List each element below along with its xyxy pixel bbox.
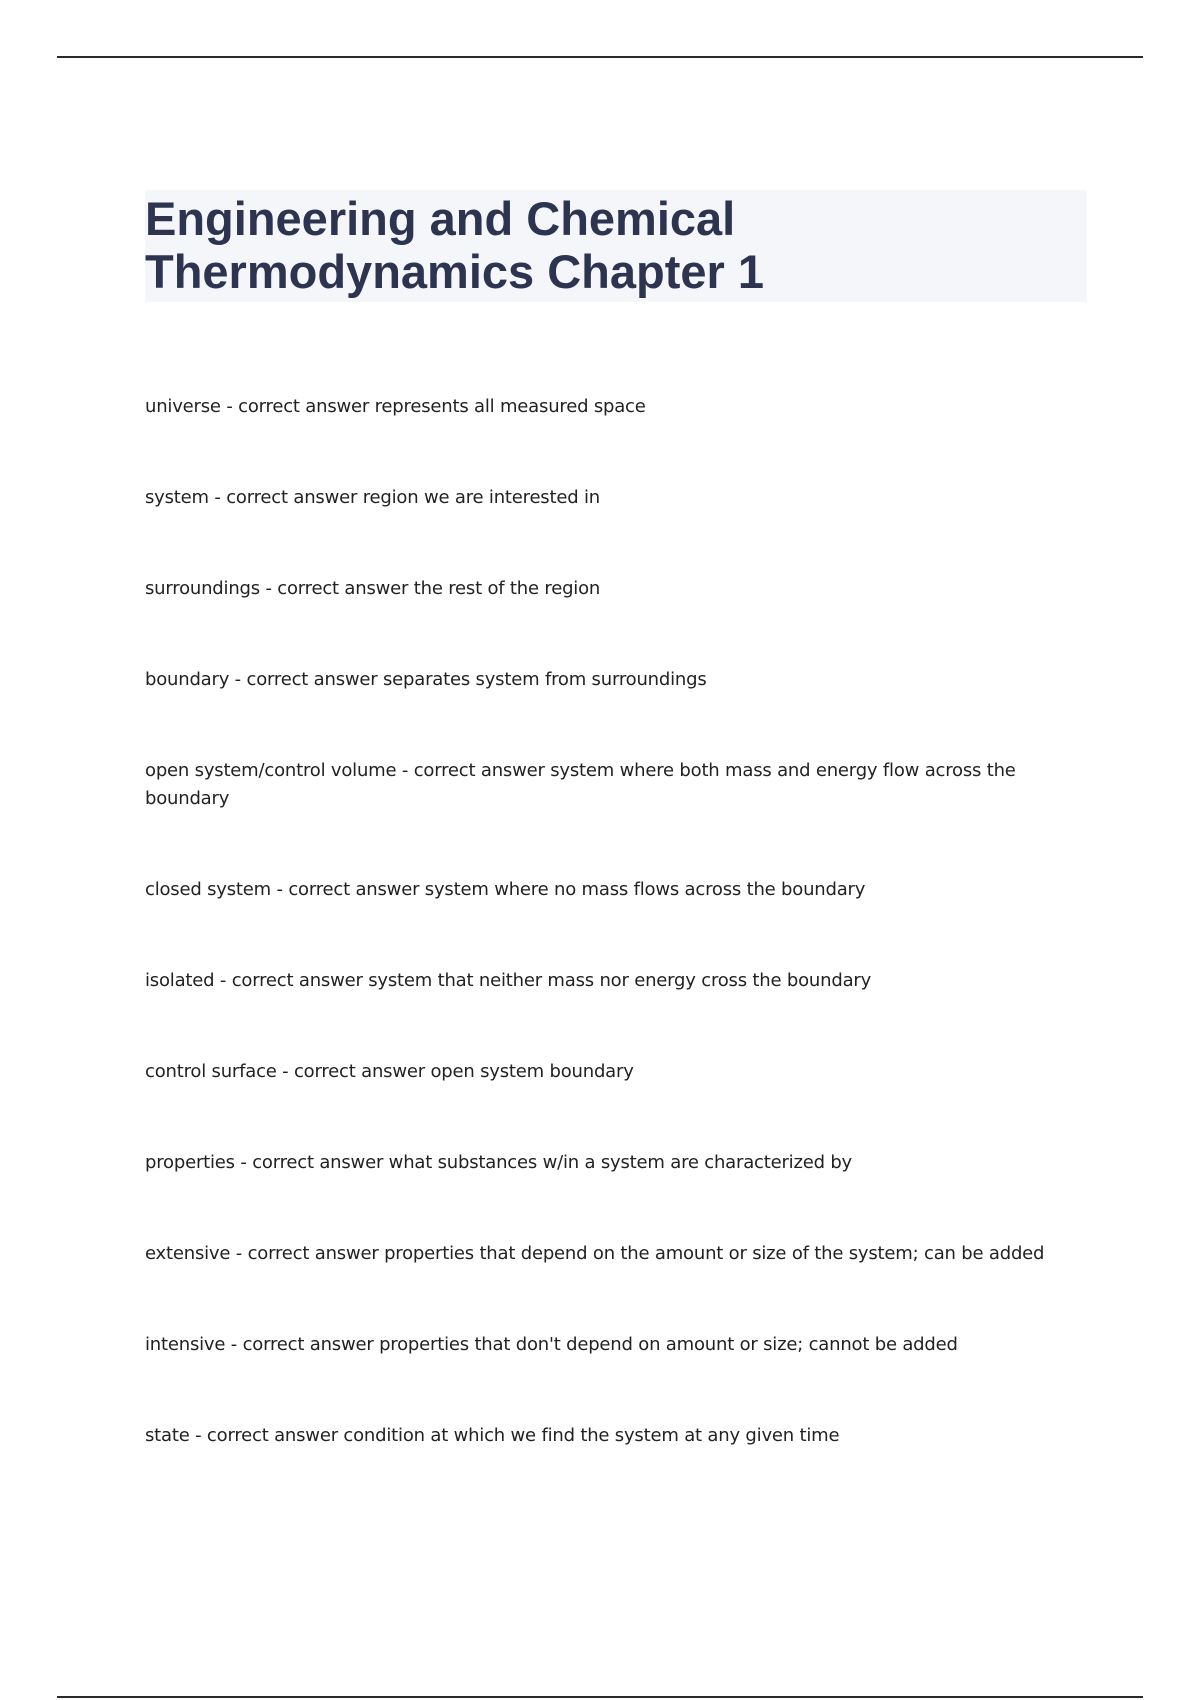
list-item: surroundings - correct answer the rest of the region (145, 578, 601, 599)
flashcard-list (145, 393, 1075, 1513)
top-rule (57, 56, 1143, 58)
list-item: properties - correct answer what substances w/in a system are characterized by (145, 1152, 853, 1173)
list-item: universe - correct answer represents all measured space (145, 396, 646, 417)
list-item: state - correct answer condition at which we find the system at any given time (145, 1425, 840, 1446)
title-banner (145, 190, 1087, 302)
list-item: system - correct answer region we are interested in (145, 487, 600, 508)
list-item: intensive - correct answer properties that don't depend on amount or size; cannot be added (145, 1334, 958, 1355)
list-item: extensive - correct answer properties that depend on the amount or size of the system; can be added (145, 1243, 1045, 1264)
list-item: control surface - correct answer open system boundary (145, 1061, 634, 1082)
list-item: isolated - correct answer system that neither mass nor energy cross the boundary (145, 970, 872, 991)
list-item: closed system - correct answer system where no mass flows across the boundary (145, 879, 866, 900)
document-title: Engineering and Chemical Thermodynamics Chapter 1 (145, 192, 765, 298)
list-item: boundary - correct answer separates system from surroundings (145, 669, 707, 690)
list-item: open system/control volume - correct answer system where both mass and energy flow across the boundary (145, 760, 1016, 809)
bottom-rule (57, 1696, 1143, 1698)
